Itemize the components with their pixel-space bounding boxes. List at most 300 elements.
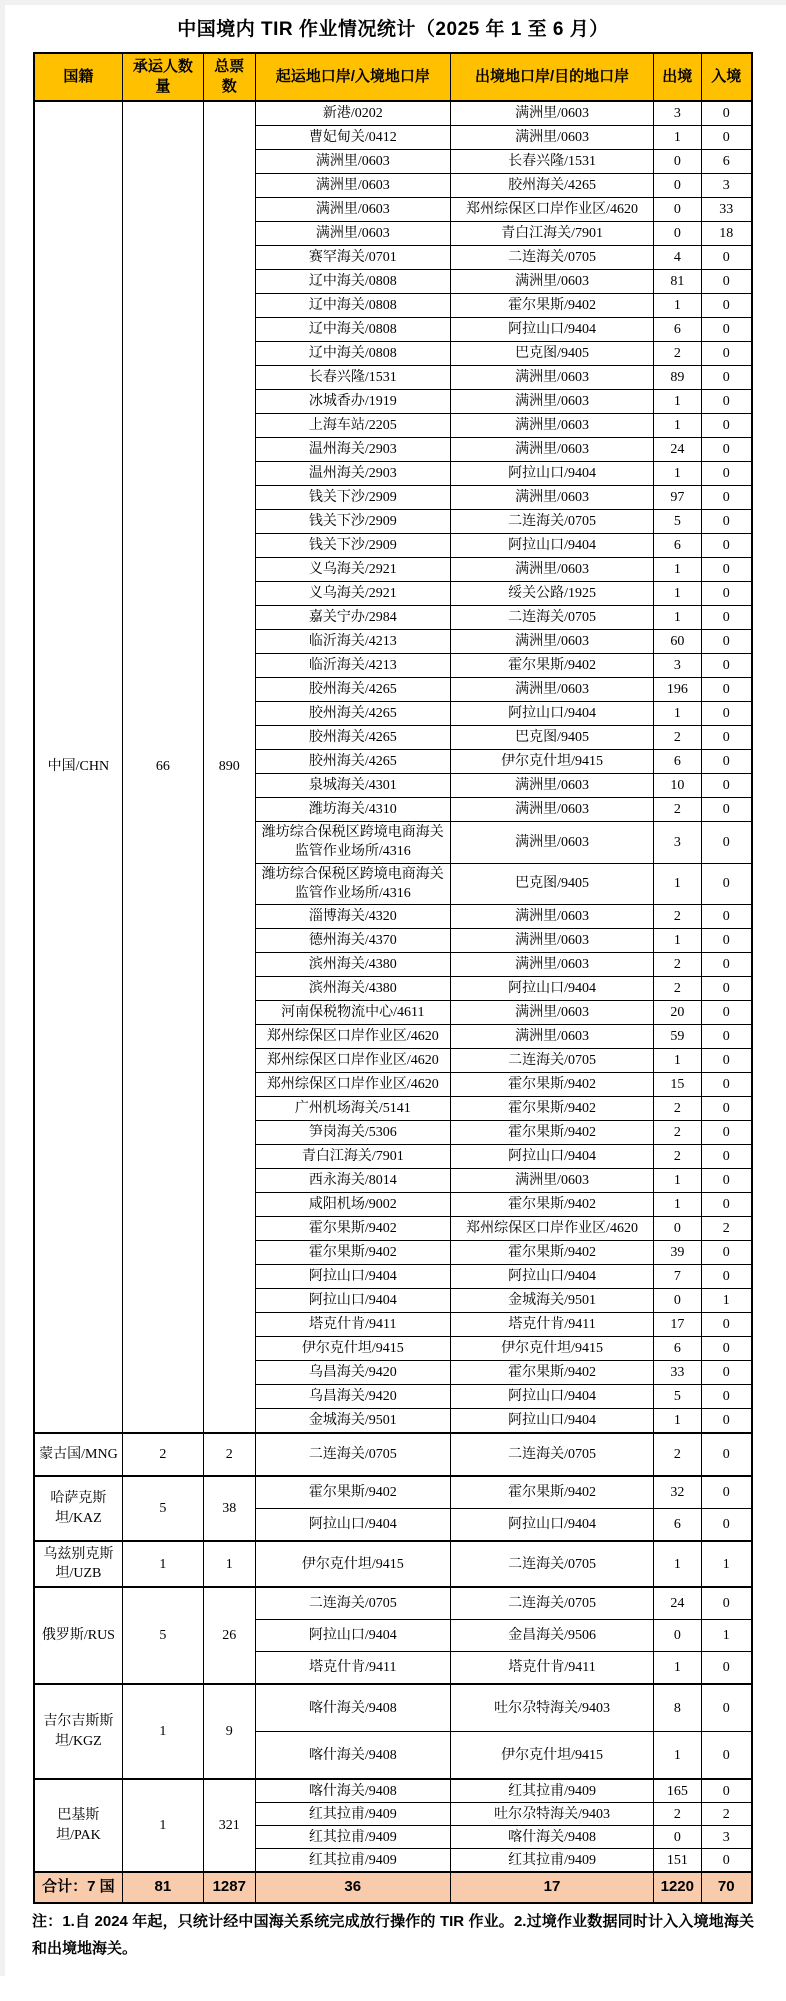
total-tickets: 1287 bbox=[203, 1872, 255, 1903]
footnote-text: 注：1.自 2024 年起，只统计经中国海关系统完成放行操作的 TIR 作业。2.过境作业数据同时计入入境地海关和出境地海关。 bbox=[32, 1913, 754, 1957]
entry-count-cell: 0 bbox=[701, 1779, 752, 1803]
origin-port-cell: 郑州综保区口岸作业区/4620 bbox=[255, 1073, 450, 1097]
exit-count-cell: 7 bbox=[654, 1265, 701, 1289]
origin-port-cell: 温州海关/2903 bbox=[255, 438, 450, 462]
dest-port-cell: 阿拉山口/9404 bbox=[450, 1509, 653, 1542]
dest-port-cell: 满洲里/0603 bbox=[450, 822, 653, 864]
entry-count-cell: 0 bbox=[701, 1049, 752, 1073]
entry-count-cell: 0 bbox=[701, 366, 752, 390]
dest-port-cell: 二连海关/0705 bbox=[450, 1587, 653, 1620]
origin-port-cell: 上海车站/2205 bbox=[255, 414, 450, 438]
exit-count-cell: 6 bbox=[654, 1509, 701, 1542]
exit-count-cell: 0 bbox=[654, 1826, 701, 1849]
exit-count-cell: 6 bbox=[654, 750, 701, 774]
exit-count-cell: 2 bbox=[654, 1433, 701, 1476]
entry-count-cell: 0 bbox=[701, 1476, 752, 1509]
entry-count-cell: 0 bbox=[701, 1385, 752, 1409]
exit-count-cell: 2 bbox=[654, 342, 701, 366]
origin-port-cell: 辽中海关/0808 bbox=[255, 270, 450, 294]
origin-port-cell: 阿拉山口/9404 bbox=[255, 1620, 450, 1652]
dest-port-cell: 满洲里/0603 bbox=[450, 486, 653, 510]
entry-count-cell: 0 bbox=[701, 390, 752, 414]
exit-count-cell: 8 bbox=[654, 1684, 701, 1732]
entry-count-cell: 0 bbox=[701, 1193, 752, 1217]
entry-count-cell: 0 bbox=[701, 342, 752, 366]
dest-port-cell: 满洲里/0603 bbox=[450, 1169, 653, 1193]
origin-port-cell: 阿拉山口/9404 bbox=[255, 1265, 450, 1289]
origin-port-cell: 满洲里/0603 bbox=[255, 174, 450, 198]
origin-port-cell: 伊尔克什坦/9415 bbox=[255, 1541, 450, 1587]
table-row bbox=[34, 1779, 752, 1803]
entry-count-cell: 0 bbox=[701, 1587, 752, 1620]
page-title: 中国境内 TIR 作业情况统计（2025 年 1 至 6 月） bbox=[177, 19, 609, 40]
exit-count-cell: 1 bbox=[654, 582, 701, 606]
dest-port-cell: 巴克图/9405 bbox=[450, 863, 653, 905]
entry-count-cell: 0 bbox=[701, 1169, 752, 1193]
header-carrier-count: 承运人数量 bbox=[122, 53, 203, 101]
entry-count-cell: 0 bbox=[701, 822, 752, 864]
dest-port-cell: 吐尔尕特海关/9403 bbox=[450, 1803, 653, 1826]
origin-port-cell: 喀什海关/9408 bbox=[255, 1684, 450, 1732]
exit-count-cell: 1 bbox=[654, 1732, 701, 1780]
origin-port-cell: 西永海关/8014 bbox=[255, 1169, 450, 1193]
origin-port-cell: 滨州海关/4380 bbox=[255, 977, 450, 1001]
exit-count-cell: 0 bbox=[654, 150, 701, 174]
dest-port-cell: 满洲里/0603 bbox=[450, 414, 653, 438]
origin-port-cell: 满洲里/0603 bbox=[255, 198, 450, 222]
origin-port-cell: 钱关下沙/2909 bbox=[255, 534, 450, 558]
origin-port-cell: 辽中海关/0808 bbox=[255, 294, 450, 318]
header-exit-port: 出境地口岸/目的地口岸 bbox=[450, 53, 653, 101]
tickets-cell: 1 bbox=[203, 1541, 255, 1587]
table-row bbox=[34, 1476, 752, 1509]
origin-port-cell: 胶州海关/4265 bbox=[255, 726, 450, 750]
dest-port-cell: 阿拉山口/9404 bbox=[450, 702, 653, 726]
origin-port-cell: 胶州海关/4265 bbox=[255, 678, 450, 702]
total-origin-count: 36 bbox=[255, 1872, 450, 1903]
dest-port-cell: 阿拉山口/9404 bbox=[450, 318, 653, 342]
exit-count-cell: 2 bbox=[654, 1097, 701, 1121]
entry-count-cell: 0 bbox=[701, 1337, 752, 1361]
exit-count-cell: 151 bbox=[654, 1849, 701, 1873]
entry-count-cell: 0 bbox=[701, 1732, 752, 1780]
origin-port-cell: 郑州综保区口岸作业区/4620 bbox=[255, 1049, 450, 1073]
origin-port-cell: 霍尔果斯/9402 bbox=[255, 1476, 450, 1509]
origin-port-cell: 霍尔果斯/9402 bbox=[255, 1217, 450, 1241]
entry-count-cell: 0 bbox=[701, 774, 752, 798]
exit-count-cell: 1 bbox=[654, 929, 701, 953]
country-cell: 乌兹别克斯坦/UZB bbox=[34, 1541, 122, 1587]
carriers-cell: 1 bbox=[122, 1541, 203, 1587]
dest-port-cell: 二连海关/0705 bbox=[450, 246, 653, 270]
exit-count-cell: 2 bbox=[654, 905, 701, 929]
exit-count-cell: 196 bbox=[654, 678, 701, 702]
origin-port-cell: 笋岗海关/5306 bbox=[255, 1121, 450, 1145]
exit-count-cell: 3 bbox=[654, 101, 701, 126]
exit-count-cell: 0 bbox=[654, 198, 701, 222]
exit-count-cell: 24 bbox=[654, 1587, 701, 1620]
tickets-cell: 2 bbox=[203, 1433, 255, 1476]
entry-count-cell: 0 bbox=[701, 1313, 752, 1337]
table-row bbox=[34, 1684, 752, 1732]
total-label: 合计：7 国 bbox=[34, 1872, 122, 1903]
table-body bbox=[34, 101, 752, 1903]
dest-port-cell: 满洲里/0603 bbox=[450, 126, 653, 150]
exit-count-cell: 4 bbox=[654, 246, 701, 270]
entry-count-cell: 0 bbox=[701, 798, 752, 822]
tickets-cell: 9 bbox=[203, 1684, 255, 1779]
carriers-cell: 1 bbox=[122, 1779, 203, 1872]
origin-port-cell: 滨州海关/4380 bbox=[255, 953, 450, 977]
origin-port-cell: 红其拉甫/9409 bbox=[255, 1849, 450, 1873]
exit-count-cell: 165 bbox=[654, 1779, 701, 1803]
entry-count-cell: 1 bbox=[701, 1541, 752, 1587]
carriers-cell: 1 bbox=[122, 1684, 203, 1779]
total-exit: 1220 bbox=[654, 1872, 701, 1903]
exit-count-cell: 6 bbox=[654, 1337, 701, 1361]
exit-count-cell: 2 bbox=[654, 1803, 701, 1826]
exit-count-cell: 89 bbox=[654, 366, 701, 390]
entry-count-cell: 0 bbox=[701, 294, 752, 318]
dest-port-cell: 胶州海关/4265 bbox=[450, 174, 653, 198]
dest-port-cell: 满洲里/0603 bbox=[450, 1025, 653, 1049]
entry-count-cell: 0 bbox=[701, 905, 752, 929]
entry-count-cell: 0 bbox=[701, 582, 752, 606]
header-nationality: 国籍 bbox=[34, 53, 122, 101]
origin-port-cell: 红其拉甫/9409 bbox=[255, 1826, 450, 1849]
entry-count-cell: 0 bbox=[701, 510, 752, 534]
entry-count-cell: 2 bbox=[701, 1803, 752, 1826]
entry-count-cell: 0 bbox=[701, 246, 752, 270]
entry-count-cell: 0 bbox=[701, 462, 752, 486]
entry-count-cell: 0 bbox=[701, 1509, 752, 1542]
entry-count-cell: 0 bbox=[701, 1433, 752, 1476]
origin-port-cell: 喀什海关/9408 bbox=[255, 1732, 450, 1780]
carriers-cell: 5 bbox=[122, 1587, 203, 1684]
entry-count-cell: 3 bbox=[701, 174, 752, 198]
origin-port-cell: 义乌海关/2921 bbox=[255, 558, 450, 582]
entry-count-cell: 0 bbox=[701, 750, 752, 774]
dest-port-cell: 满洲里/0603 bbox=[450, 1001, 653, 1025]
entry-count-cell: 0 bbox=[701, 1001, 752, 1025]
country-cell: 蒙古国/MNG bbox=[34, 1433, 122, 1476]
dest-port-cell: 郑州综保区口岸作业区/4620 bbox=[450, 198, 653, 222]
dest-port-cell: 塔克什肯/9411 bbox=[450, 1652, 653, 1685]
dest-port-cell: 吐尔尕特海关/9403 bbox=[450, 1684, 653, 1732]
dest-port-cell: 金昌海关/9506 bbox=[450, 1620, 653, 1652]
exit-count-cell: 1 bbox=[654, 863, 701, 905]
entry-count-cell: 0 bbox=[701, 726, 752, 750]
dest-port-cell: 满洲里/0603 bbox=[450, 774, 653, 798]
origin-port-cell: 潍坊综合保税区跨境电商海关监管作业场所/4316 bbox=[255, 822, 450, 864]
exit-count-cell: 60 bbox=[654, 630, 701, 654]
entry-count-cell: 0 bbox=[701, 126, 752, 150]
origin-port-cell: 喀什海关/9408 bbox=[255, 1779, 450, 1803]
origin-port-cell: 胶州海关/4265 bbox=[255, 750, 450, 774]
entry-count-cell: 0 bbox=[701, 630, 752, 654]
origin-port-cell: 乌昌海关/9420 bbox=[255, 1361, 450, 1385]
origin-port-cell: 胶州海关/4265 bbox=[255, 702, 450, 726]
dest-port-cell: 霍尔果斯/9402 bbox=[450, 1241, 653, 1265]
country-cell: 巴基斯坦/PAK bbox=[34, 1779, 122, 1872]
origin-port-cell: 潍坊海关/4310 bbox=[255, 798, 450, 822]
exit-count-cell: 1 bbox=[654, 294, 701, 318]
table-row bbox=[34, 1587, 752, 1620]
entry-count-cell: 0 bbox=[701, 1145, 752, 1169]
entry-count-cell: 6 bbox=[701, 150, 752, 174]
dest-port-cell: 霍尔果斯/9402 bbox=[450, 1073, 653, 1097]
tickets-cell: 890 bbox=[203, 101, 255, 1433]
dest-port-cell: 伊尔克什坦/9415 bbox=[450, 1337, 653, 1361]
origin-port-cell: 曹妃甸关/0412 bbox=[255, 126, 450, 150]
entry-count-cell: 0 bbox=[701, 606, 752, 630]
dest-port-cell: 霍尔果斯/9402 bbox=[450, 1121, 653, 1145]
exit-count-cell: 10 bbox=[654, 774, 701, 798]
dest-port-cell: 青白江海关/7901 bbox=[450, 222, 653, 246]
header-row bbox=[34, 53, 752, 101]
exit-count-cell: 0 bbox=[654, 1289, 701, 1313]
origin-port-cell: 广州机场海关/5141 bbox=[255, 1097, 450, 1121]
exit-count-cell: 2 bbox=[654, 977, 701, 1001]
exit-count-cell: 1 bbox=[654, 1652, 701, 1685]
country-cell: 吉尔吉斯斯坦/KGZ bbox=[34, 1684, 122, 1779]
origin-port-cell: 嘉关宁办/2984 bbox=[255, 606, 450, 630]
exit-count-cell: 1 bbox=[654, 414, 701, 438]
origin-port-cell: 青白江海关/7901 bbox=[255, 1145, 450, 1169]
exit-count-cell: 2 bbox=[654, 1145, 701, 1169]
entry-count-cell: 1 bbox=[701, 1620, 752, 1652]
dest-port-cell: 伊尔克什坦/9415 bbox=[450, 1732, 653, 1780]
dest-port-cell: 阿拉山口/9404 bbox=[450, 977, 653, 1001]
dest-port-cell: 霍尔果斯/9402 bbox=[450, 1361, 653, 1385]
dest-port-cell: 二连海关/0705 bbox=[450, 1049, 653, 1073]
entry-count-cell: 1 bbox=[701, 1289, 752, 1313]
origin-port-cell: 满洲里/0603 bbox=[255, 150, 450, 174]
origin-port-cell: 钱关下沙/2909 bbox=[255, 486, 450, 510]
origin-port-cell: 钱关下沙/2909 bbox=[255, 510, 450, 534]
exit-count-cell: 2 bbox=[654, 953, 701, 977]
exit-count-cell: 17 bbox=[654, 1313, 701, 1337]
exit-count-cell: 2 bbox=[654, 1121, 701, 1145]
exit-count-cell: 1 bbox=[654, 1541, 701, 1587]
origin-port-cell: 塔克什肯/9411 bbox=[255, 1313, 450, 1337]
dest-port-cell: 阿拉山口/9404 bbox=[450, 534, 653, 558]
dest-port-cell: 满洲里/0603 bbox=[450, 101, 653, 126]
dest-port-cell: 金城海关/9501 bbox=[450, 1289, 653, 1313]
entry-count-cell: 0 bbox=[701, 1121, 752, 1145]
exit-count-cell: 97 bbox=[654, 486, 701, 510]
entry-count-cell: 0 bbox=[701, 558, 752, 582]
dest-port-cell: 绥关公路/1925 bbox=[450, 582, 653, 606]
origin-port-cell: 塔克什肯/9411 bbox=[255, 1652, 450, 1685]
dest-port-cell: 霍尔果斯/9402 bbox=[450, 294, 653, 318]
origin-port-cell: 伊尔克什坦/9415 bbox=[255, 1337, 450, 1361]
exit-count-cell: 0 bbox=[654, 222, 701, 246]
origin-port-cell: 温州海关/2903 bbox=[255, 462, 450, 486]
exit-count-cell: 1 bbox=[654, 558, 701, 582]
table-row bbox=[34, 101, 752, 126]
tickets-cell: 321 bbox=[203, 1779, 255, 1872]
entry-count-cell: 2 bbox=[701, 1217, 752, 1241]
page-edge-left bbox=[0, 0, 5, 1976]
exit-count-cell: 1 bbox=[654, 1169, 701, 1193]
country-cell: 哈萨克斯坦/KAZ bbox=[34, 1476, 122, 1541]
dest-port-cell: 二连海关/0705 bbox=[450, 606, 653, 630]
dest-port-cell: 红其拉甫/9409 bbox=[450, 1779, 653, 1803]
header-exit: 出境 bbox=[654, 53, 701, 101]
entry-count-cell: 0 bbox=[701, 318, 752, 342]
origin-port-cell: 长春兴隆/1531 bbox=[255, 366, 450, 390]
exit-count-cell: 59 bbox=[654, 1025, 701, 1049]
exit-count-cell: 0 bbox=[654, 1620, 701, 1652]
entry-count-cell: 0 bbox=[701, 1097, 752, 1121]
entry-count-cell: 0 bbox=[701, 1652, 752, 1685]
exit-count-cell: 1 bbox=[654, 702, 701, 726]
exit-count-cell: 3 bbox=[654, 654, 701, 678]
origin-port-cell: 临沂海关/4213 bbox=[255, 630, 450, 654]
carriers-cell: 66 bbox=[122, 101, 203, 1433]
origin-port-cell: 赛罕海关/0701 bbox=[255, 246, 450, 270]
tickets-cell: 26 bbox=[203, 1587, 255, 1684]
dest-port-cell: 二连海关/0705 bbox=[450, 1541, 653, 1587]
exit-count-cell: 6 bbox=[654, 318, 701, 342]
exit-count-cell: 2 bbox=[654, 798, 701, 822]
entry-count-cell: 0 bbox=[701, 414, 752, 438]
dest-port-cell: 满洲里/0603 bbox=[450, 929, 653, 953]
dest-port-cell: 满洲里/0603 bbox=[450, 905, 653, 929]
dest-port-cell: 满洲里/0603 bbox=[450, 558, 653, 582]
dest-port-cell: 满洲里/0603 bbox=[450, 953, 653, 977]
dest-port-cell: 阿拉山口/9404 bbox=[450, 462, 653, 486]
entry-count-cell: 0 bbox=[701, 438, 752, 462]
dest-port-cell: 满洲里/0603 bbox=[450, 438, 653, 462]
dest-port-cell: 红其拉甫/9409 bbox=[450, 1849, 653, 1873]
header-ticket-count: 总票数 bbox=[203, 53, 255, 101]
entry-count-cell: 0 bbox=[701, 1409, 752, 1434]
exit-count-cell: 0 bbox=[654, 174, 701, 198]
dest-port-cell: 伊尔克什坦/9415 bbox=[450, 750, 653, 774]
exit-count-cell: 20 bbox=[654, 1001, 701, 1025]
dest-port-cell: 喀什海关/9408 bbox=[450, 1826, 653, 1849]
dest-port-cell: 霍尔果斯/9402 bbox=[450, 1476, 653, 1509]
origin-port-cell: 辽中海关/0808 bbox=[255, 342, 450, 366]
exit-count-cell: 81 bbox=[654, 270, 701, 294]
exit-count-cell: 32 bbox=[654, 1476, 701, 1509]
exit-count-cell: 6 bbox=[654, 534, 701, 558]
exit-count-cell: 2 bbox=[654, 726, 701, 750]
origin-port-cell: 淄博海关/4320 bbox=[255, 905, 450, 929]
origin-port-cell: 冰城香办/1919 bbox=[255, 390, 450, 414]
dest-port-cell: 霍尔果斯/9402 bbox=[450, 1097, 653, 1121]
origin-port-cell: 乌昌海关/9420 bbox=[255, 1385, 450, 1409]
entry-count-cell: 0 bbox=[701, 486, 752, 510]
carriers-cell: 5 bbox=[122, 1476, 203, 1541]
entry-count-cell: 0 bbox=[701, 270, 752, 294]
entry-count-cell: 0 bbox=[701, 534, 752, 558]
entry-count-cell: 33 bbox=[701, 198, 752, 222]
origin-port-cell: 红其拉甫/9409 bbox=[255, 1803, 450, 1826]
entry-count-cell: 0 bbox=[701, 1241, 752, 1265]
dest-port-cell: 满洲里/0603 bbox=[450, 630, 653, 654]
dest-port-cell: 二连海关/0705 bbox=[450, 510, 653, 534]
exit-count-cell: 5 bbox=[654, 510, 701, 534]
entry-count-cell: 0 bbox=[701, 929, 752, 953]
page-edge-top bbox=[0, 0, 786, 5]
exit-count-cell: 1 bbox=[654, 1049, 701, 1073]
origin-port-cell: 金城海关/9501 bbox=[255, 1409, 450, 1434]
origin-port-cell: 泉城海关/4301 bbox=[255, 774, 450, 798]
exit-count-cell: 1 bbox=[654, 126, 701, 150]
origin-port-cell: 二连海关/0705 bbox=[255, 1587, 450, 1620]
dest-port-cell: 阿拉山口/9404 bbox=[450, 1385, 653, 1409]
entry-count-cell: 0 bbox=[701, 654, 752, 678]
tir-stats-table bbox=[33, 52, 753, 1904]
table-row bbox=[34, 1433, 752, 1476]
origin-port-cell: 二连海关/0705 bbox=[255, 1433, 450, 1476]
dest-port-cell: 满洲里/0603 bbox=[450, 270, 653, 294]
origin-port-cell: 辽中海关/0808 bbox=[255, 318, 450, 342]
origin-port-cell: 满洲里/0603 bbox=[255, 222, 450, 246]
exit-count-cell: 3 bbox=[654, 822, 701, 864]
total-row bbox=[34, 1872, 752, 1903]
country-cell: 俄罗斯/RUS bbox=[34, 1587, 122, 1684]
total-dest-count: 17 bbox=[450, 1872, 653, 1903]
exit-count-cell: 1 bbox=[654, 390, 701, 414]
exit-count-cell: 33 bbox=[654, 1361, 701, 1385]
exit-count-cell: 1 bbox=[654, 606, 701, 630]
entry-count-cell: 0 bbox=[701, 1265, 752, 1289]
exit-count-cell: 24 bbox=[654, 438, 701, 462]
dest-port-cell: 霍尔果斯/9402 bbox=[450, 654, 653, 678]
entry-count-cell: 3 bbox=[701, 1826, 752, 1849]
exit-count-cell: 0 bbox=[654, 1217, 701, 1241]
entry-count-cell: 0 bbox=[701, 1025, 752, 1049]
dest-port-cell: 郑州综保区口岸作业区/4620 bbox=[450, 1217, 653, 1241]
origin-port-cell: 阿拉山口/9404 bbox=[255, 1509, 450, 1542]
origin-port-cell: 潍坊综合保税区跨境电商海关监管作业场所/4316 bbox=[255, 863, 450, 905]
origin-port-cell: 德州海关/4370 bbox=[255, 929, 450, 953]
table-row bbox=[34, 1541, 752, 1587]
entry-count-cell: 0 bbox=[701, 702, 752, 726]
dest-port-cell: 满洲里/0603 bbox=[450, 390, 653, 414]
dest-port-cell: 满洲里/0603 bbox=[450, 366, 653, 390]
origin-port-cell: 阿拉山口/9404 bbox=[255, 1289, 450, 1313]
entry-count-cell: 0 bbox=[701, 863, 752, 905]
header-entry: 入境 bbox=[701, 53, 752, 101]
total-entry: 70 bbox=[701, 1872, 752, 1903]
origin-port-cell: 临沂海关/4213 bbox=[255, 654, 450, 678]
exit-count-cell: 15 bbox=[654, 1073, 701, 1097]
origin-port-cell: 新港/0202 bbox=[255, 101, 450, 126]
exit-count-cell: 1 bbox=[654, 1193, 701, 1217]
entry-count-cell: 0 bbox=[701, 953, 752, 977]
dest-port-cell: 满洲里/0603 bbox=[450, 678, 653, 702]
origin-port-cell: 郑州综保区口岸作业区/4620 bbox=[255, 1025, 450, 1049]
entry-count-cell: 0 bbox=[701, 1849, 752, 1873]
country-cell: 中国/CHN bbox=[34, 101, 122, 1433]
dest-port-cell: 阿拉山口/9404 bbox=[450, 1145, 653, 1169]
origin-port-cell: 霍尔果斯/9402 bbox=[255, 1241, 450, 1265]
total-carriers: 81 bbox=[122, 1872, 203, 1903]
entry-count-cell: 0 bbox=[701, 1684, 752, 1732]
dest-port-cell: 长春兴隆/1531 bbox=[450, 150, 653, 174]
carriers-cell: 2 bbox=[122, 1433, 203, 1476]
dest-port-cell: 巴克图/9405 bbox=[450, 726, 653, 750]
dest-port-cell: 霍尔果斯/9402 bbox=[450, 1193, 653, 1217]
entry-count-cell: 0 bbox=[701, 1361, 752, 1385]
entry-count-cell: 0 bbox=[701, 977, 752, 1001]
tickets-cell: 38 bbox=[203, 1476, 255, 1541]
